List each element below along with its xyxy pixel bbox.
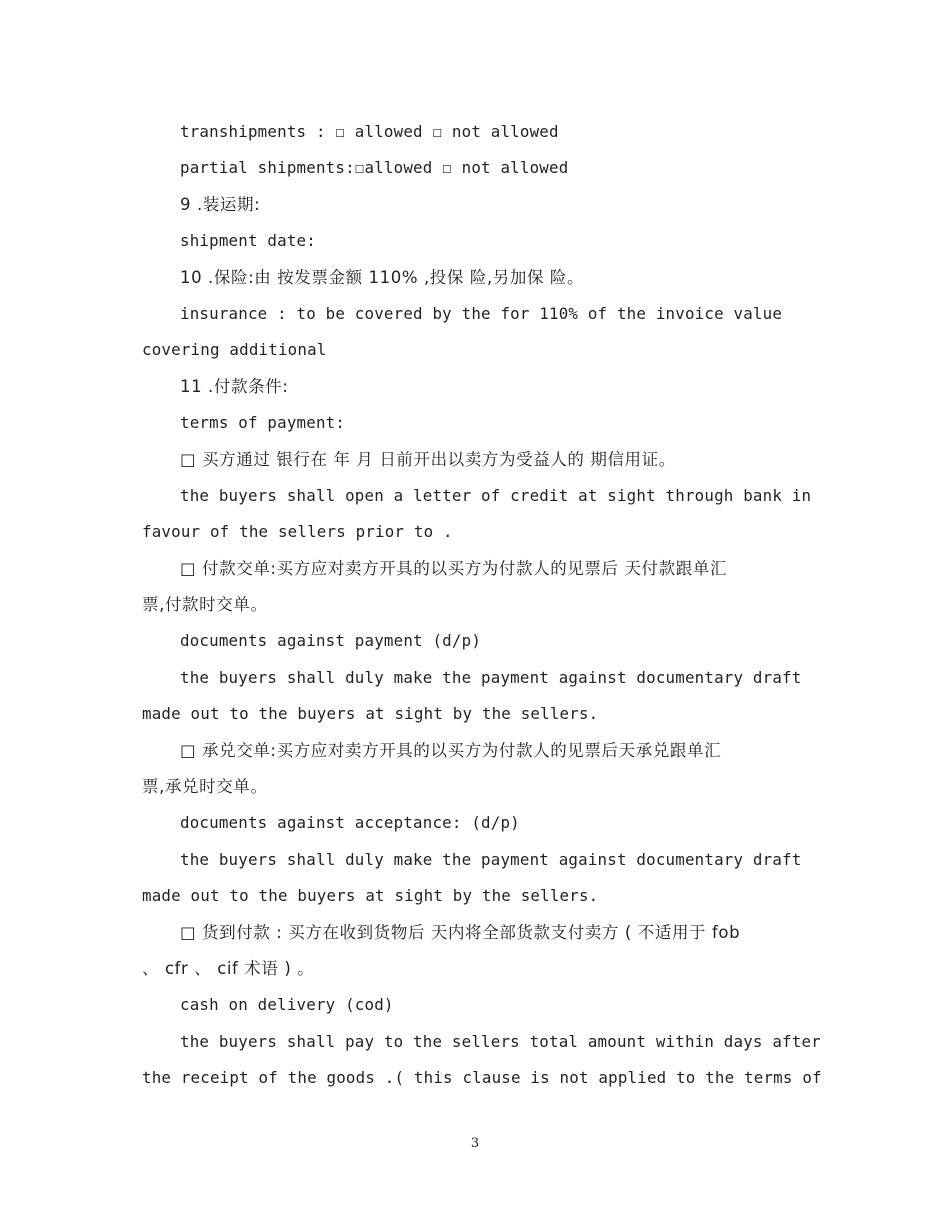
text-line: terms of payment: <box>180 413 346 433</box>
section-heading: 11 .付款条件: <box>180 376 289 396</box>
text-line: the buyers shall pay to the sellers total amount within days after <box>180 1031 821 1051</box>
payment-option: □ 货到付款 : 买方在收到货物后 天内将全部货款支付卖方 ( 不适用于 fob <box>180 922 741 942</box>
document-body <box>142 114 822 1097</box>
text-line: the buyers shall open a letter of credit at sight through bank in <box>180 485 812 505</box>
text-line: transhipments : ☐ allowed ☐ not allowed <box>180 122 559 141</box>
text-line: documents against payment (d/p) <box>180 631 482 651</box>
text-line: the buyers shall duly make the payment against documentary draft <box>180 849 802 869</box>
section-heading: 10 .保险:由 按发票金额 110% ,投保 险,另加保 险。 <box>180 267 585 287</box>
text-line: made out to the buyers at sight by the sellers. <box>142 886 599 906</box>
text-line: insurance : to be covered by the for 110% of the invoice value <box>180 303 783 323</box>
text-line: the buyers shall duly make the payment against documentary draft <box>180 667 802 687</box>
text-line: 票,付款时交单。 <box>142 595 268 615</box>
page-number: 3 <box>470 1136 480 1151</box>
text-line: 票,承兑时交单。 <box>142 777 268 797</box>
text-line: documents against acceptance: (d/p) <box>180 813 520 833</box>
text-line: the receipt of the goods .( this clause is not applied to the terms of <box>142 1068 822 1088</box>
text-line: 、 cfr 、 cif 术语 ) 。 <box>142 958 315 978</box>
text-line: made out to the buyers at sight by the sellers. <box>142 704 599 724</box>
text-line: covering additional <box>142 340 327 360</box>
text-line: partial shipments:☐allowed ☐ not allowed <box>180 158 569 178</box>
text-line: shipment date: <box>180 231 316 251</box>
text-line: cash on delivery (cod) <box>180 995 394 1015</box>
payment-option: □ 承兑交单:买方应对卖方开具的以买方为付款人的见票后天承兑跟单汇 <box>180 740 722 760</box>
section-heading: 9 .装运期: <box>180 194 261 214</box>
payment-option: □ 付款交单:买方应对卖方开具的以买方为付款人的见票后 天付款跟单汇 <box>180 558 728 578</box>
payment-option: □ 买方通过 银行在 年 月 日前开出以卖方为受益人的 期信用证。 <box>180 449 676 469</box>
text-line: favour of the sellers prior to . <box>142 522 453 542</box>
